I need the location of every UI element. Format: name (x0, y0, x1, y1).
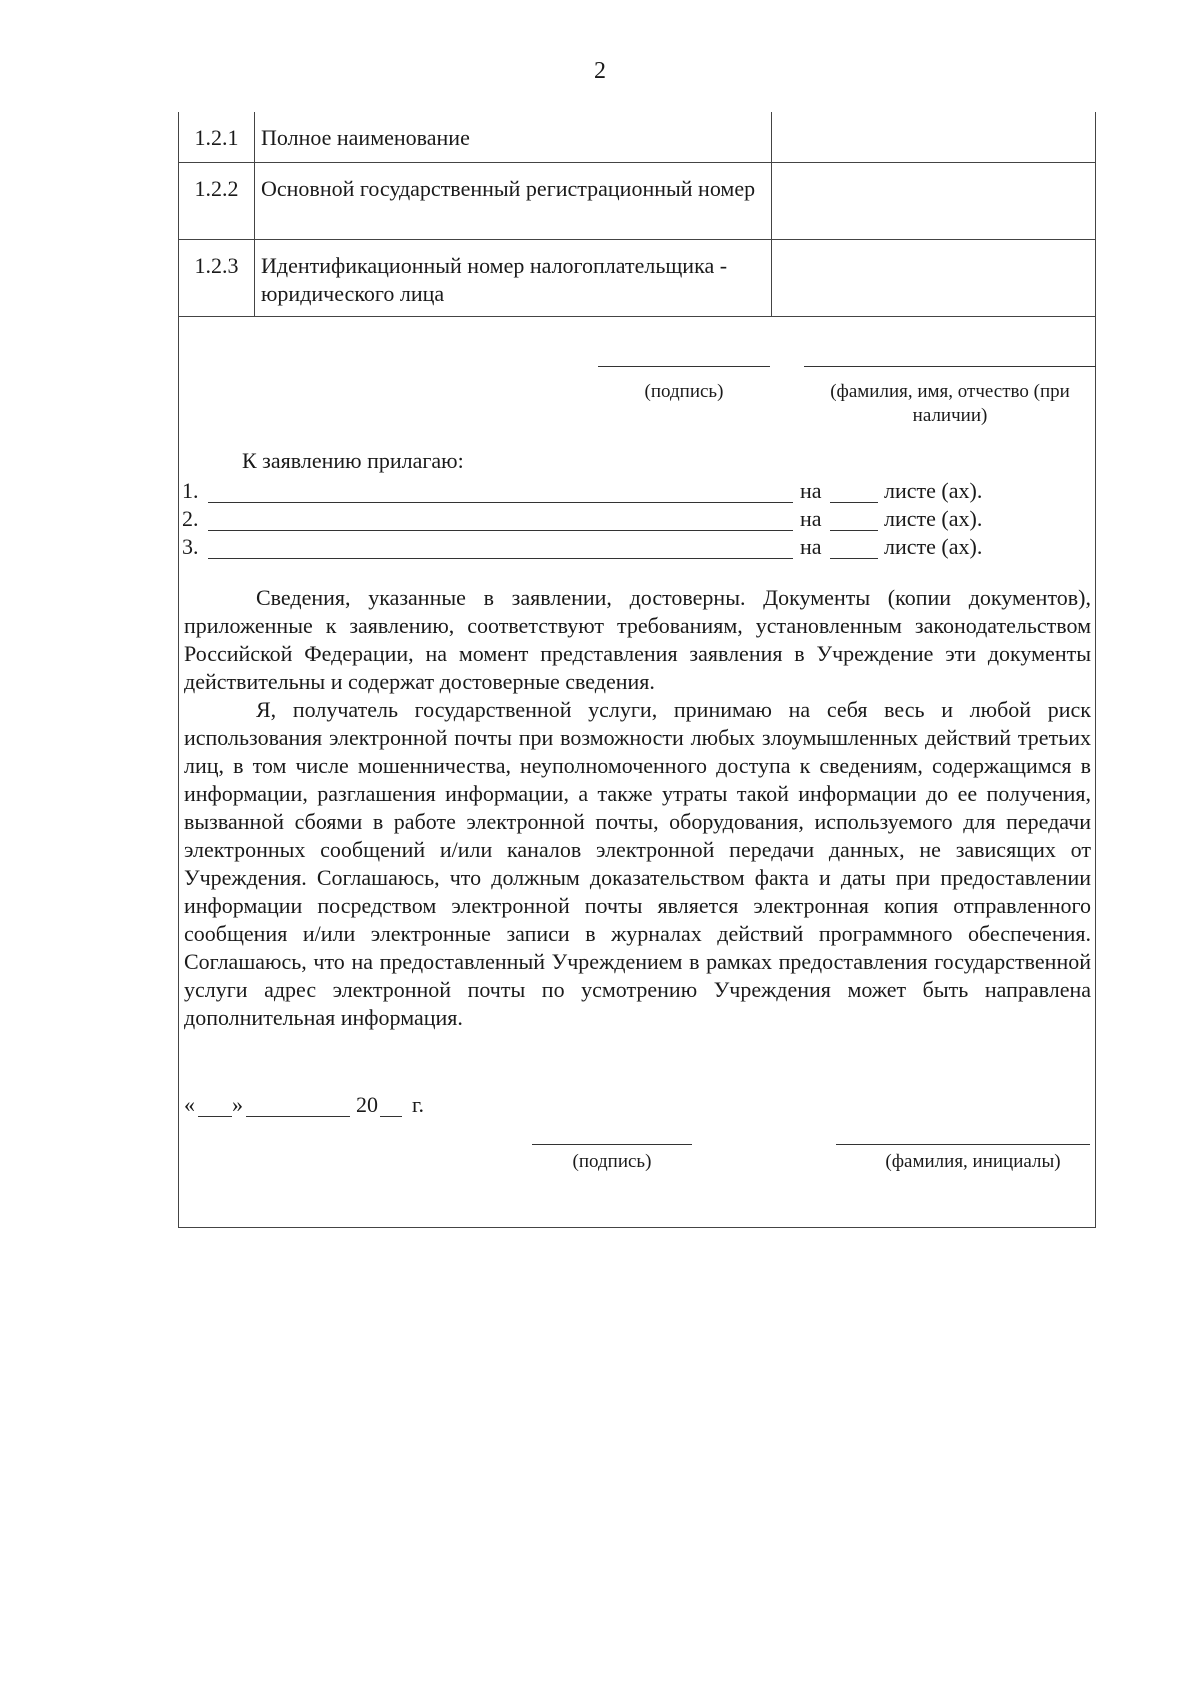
row-label: Полное наименование (255, 112, 772, 163)
attachment-sheets-label: листе (ах). (884, 478, 983, 503)
month-line[interactable] (246, 1116, 350, 1117)
attachment-number: 2. (182, 506, 199, 531)
year-prefix: 20 (356, 1092, 378, 1117)
attachment-name-line[interactable] (208, 558, 793, 559)
attachment-item (182, 478, 1082, 506)
inn-field[interactable] (772, 240, 1096, 317)
name-caption: (фамилия, имя, отчество (при наличии) (830, 381, 1070, 426)
declaration-paragraph: Я, получатель государственной услуги, принимаю на себя весь и любой риск использования электронной почты при возможности любых злоумышленных действий третьих лиц, в том числе мошенничества, неуполномоченного доступа к сведениям, содержащимся в информации, разглашения информации, а также утраты такой информации до ее получения, вызванной сбоями в работе электронной почты, оборудования, используемого для передачи электронных сообщений и/или каналов электронной передачи данных, не зависящих от Учреждения. Соглашаюсь, что должным доказательством факта и даты при предоставлении информации посредством электронной почты является электронная копия отправленного сообщения и/или электронные записи в журналах действий программного обеспечения. Соглашаюсь, что на предоставленный Учреждением в рамках предоставления государственной услуги адрес электронной почты по усмотрению Учреждения может быть направлена дополнительная информация. (184, 697, 1091, 1030)
year-suffix: г. (412, 1092, 425, 1117)
attachments-title: К заявлению прилагаю: (242, 448, 464, 473)
signature-line[interactable] (598, 366, 770, 367)
attachment-name-line[interactable] (208, 502, 793, 503)
signature-line[interactable] (532, 1144, 692, 1145)
attachment-sheets-line[interactable] (830, 530, 878, 531)
date-close-quote: » (232, 1092, 243, 1117)
row-label: Идентификационный номер налогоплательщика - юридического лица (255, 240, 772, 317)
registration-info-table (178, 112, 1096, 317)
attachment-item (182, 534, 1082, 562)
attachment-sheets-line[interactable] (830, 558, 878, 559)
attachment-number: 3. (182, 534, 199, 559)
row-number: 1.2.3 (179, 240, 255, 317)
date-field (184, 1092, 484, 1122)
attachment-sheets-label: листе (ах). (884, 534, 983, 559)
attachment-on-label: на (800, 506, 822, 531)
row-number: 1.2.2 (179, 163, 255, 240)
signature-caption: (подпись) (572, 1151, 652, 1172)
row-label: Основной государственный регистрационный номер (255, 163, 772, 240)
attachment-name-line[interactable] (208, 530, 793, 531)
attachment-sheets-line[interactable] (830, 502, 878, 503)
attachment-number: 1. (182, 478, 199, 503)
page-number: 2 (594, 58, 606, 84)
day-line[interactable] (198, 1116, 232, 1117)
name-caption: (фамилия, инициалы) (885, 1151, 1061, 1172)
row-number: 1.2.1 (179, 112, 255, 163)
attachment-item (182, 506, 1082, 534)
signature-caption: (подпись) (644, 381, 724, 402)
attachment-on-label: на (800, 534, 822, 559)
year-line[interactable] (380, 1116, 402, 1117)
name-line[interactable] (804, 366, 1096, 367)
declaration-text (184, 584, 1091, 1032)
name-line[interactable] (836, 1144, 1090, 1145)
full-name-field[interactable] (772, 112, 1096, 163)
declaration-paragraph: Сведения, указанные в заявлении, достоверны. Документы (копии документов), приложенные к заявлению, соответствуют требованиям, установленным законодательством Российской Федерации, на момент представления заявления в Учреждение эти документы действительны и содержат достоверные сведения. (184, 585, 1091, 694)
attachment-sheets-label: листе (ах). (884, 506, 983, 531)
table-row (179, 163, 1096, 240)
table-row (179, 112, 1096, 163)
attachment-on-label: на (800, 478, 822, 503)
date-open-quote: « (184, 1092, 195, 1117)
table-row (179, 240, 1096, 317)
ogrn-field[interactable] (772, 163, 1096, 240)
